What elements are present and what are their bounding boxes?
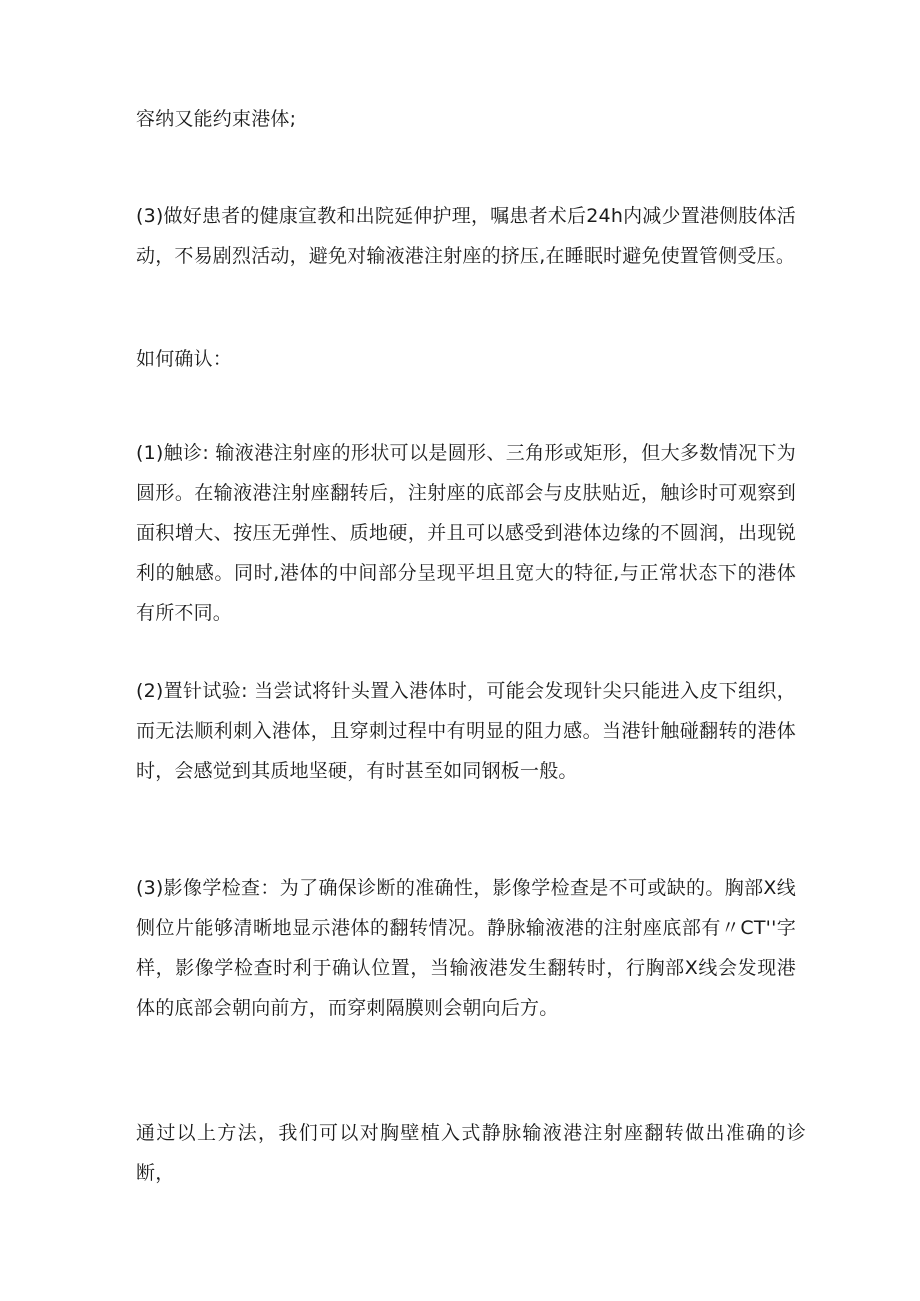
paragraph-palpation: (1)触诊: 输液港注射座的形状可以是圆形、三角形或矩形，但大多数情况下为圆形。在输液港注射座翻转后，注射座的底部会与皮肤贴近，触诊时可观察到面积增大、按压无弹性、质地硬，并且可以感受到港体边缘的不圆润，出现锐利的触感。同时,港体的中间部分呈现平坦且宽大的特征,与正常状态下的港体有所不同。	[136, 442, 796, 624]
paragraph-how-to-confirm-heading: 如何确认：	[136, 348, 233, 370]
paragraph-port-containment: 容纳又能约束港体;	[136, 108, 297, 130]
paragraph-imaging-exam: (3)影像学检查：为了确保诊断的准确性，影像学检查是不可或缺的。胸部X线侧位片能够清晰地显示港体的翻转情况。静脉输液港的注射座底部有〃CT''字样，影像学检查时利于确认位置，当输液港发生翻转时，行胸部X线会发现港体的底部会朝向前方，而穿刺隔膜则会朝向后方。	[136, 877, 796, 1019]
paragraph-conclusion: 通过以上方法，我们可以对胸壁植入式静脉输液港注射座翻转做出准确的诊断，	[136, 1122, 806, 1184]
paragraph-health-education: (3)做好患者的健康宣教和出院延伸护理，嘱患者术后24h内减少置港侧肢体活动，不易剧烈活动，避免对输液港注射座的挤压,在睡眠时避免使置管侧受压。	[136, 205, 796, 267]
paragraph-needle-test: (2)置针试验: 当尝试将针头置入港体时，可能会发现针尖只能进入皮下组织，而无法顺利刺入港体，且穿刺过程中有明显的阻力感。当港针触碰翻转的港体时，会感觉到其质地坚硬，有时甚至如同钢板一般。	[136, 680, 796, 782]
